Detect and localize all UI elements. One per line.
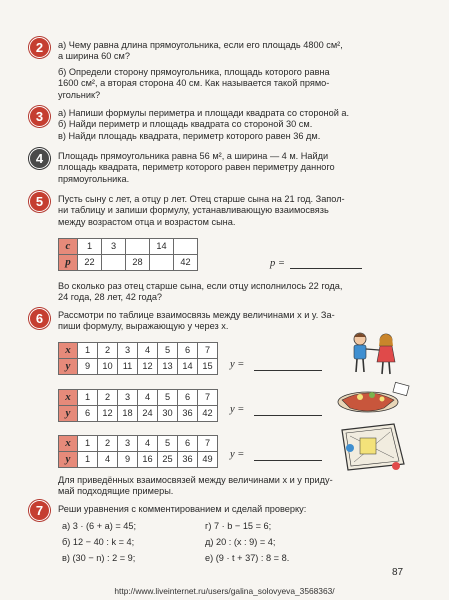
children-illustration (338, 330, 410, 378)
answer-line[interactable] (254, 460, 322, 461)
table-cell: 16 (138, 452, 158, 468)
table-cell (174, 239, 198, 255)
table-row (59, 343, 218, 359)
table-cell: 4 (138, 343, 158, 359)
table-cell: 12 (98, 406, 118, 422)
table-cell: 15 (198, 359, 218, 375)
table-cell: 1 (78, 239, 102, 255)
task-line: май подходящие примеры. (58, 486, 174, 497)
table-cell: 3 (118, 343, 138, 359)
task-line: б) Найди периметр и площадь квадрата со стороной 30 см. (58, 119, 313, 130)
table-row (59, 390, 218, 406)
table-cell: 25 (158, 452, 178, 468)
table-cell (150, 255, 174, 271)
table-cell: 42 (198, 406, 218, 422)
table-cell: 3 (118, 436, 138, 452)
task-number-badge (29, 37, 50, 58)
table-header-cell: y (59, 406, 78, 422)
task-line: в) Найди площадь квадрата, периметр которого равен 36 дм. (58, 130, 321, 141)
task-line: Рассмотри по таблице взаимосвязь между величинами x и y. За- (58, 310, 335, 320)
framed-picture-illustration (336, 420, 408, 474)
equation: а) 3 · (6 + a) = 45; (62, 521, 137, 531)
task4-text (58, 151, 420, 185)
task-line: площадь квадрата, периметр которого равен периметру данного (58, 162, 335, 173)
table-cell: 14 (150, 239, 174, 255)
table-cell: 18 (118, 406, 138, 422)
table-cell: 3 (102, 239, 126, 255)
task-line: а) Чему равна длина прямоугольника, если его площадь 4800 см², (58, 40, 343, 50)
table-cell: 1 (78, 343, 98, 359)
equation: е) (9 · t + 37) : 8 = 8. (205, 553, 290, 563)
table-cell: 28 (126, 255, 150, 271)
table-row (59, 406, 218, 422)
table-cell: 30 (158, 406, 178, 422)
table-cell: 14 (178, 359, 198, 375)
table-cell: 24 (138, 406, 158, 422)
task-number-badge (29, 106, 50, 127)
table-cell: 6 (178, 390, 198, 406)
answer-line[interactable] (254, 415, 322, 416)
equation: б) 12 − 40 : k = 4; (62, 537, 135, 547)
table-cell: 2 (98, 436, 118, 452)
formula-label: y = (230, 359, 245, 370)
table-header-cell: c (59, 239, 78, 255)
table-header-cell: x (59, 390, 78, 406)
table-cell: 36 (178, 452, 198, 468)
table-cell: 7 (198, 343, 218, 359)
table-row (59, 452, 218, 468)
page-number: 87 (392, 567, 404, 578)
equation: г) 7 · b − 15 = 6; (205, 521, 272, 531)
table-cell: 5 (158, 390, 178, 406)
table-cell: 11 (118, 359, 138, 375)
table-cell: 2 (98, 343, 118, 359)
table-cell: 1 (78, 436, 98, 452)
table-cell: 36 (178, 406, 198, 422)
formula-label: p = (270, 258, 285, 269)
xy-table-3 (58, 435, 218, 468)
task-number: 3 (35, 108, 44, 124)
table-cell: 2 (98, 390, 118, 406)
task5-text (58, 194, 420, 228)
task-line: между возрастом отца и возрастом сына. (58, 216, 236, 227)
task-number: 2 (35, 39, 44, 55)
answer-line[interactable] (254, 370, 322, 371)
task-line: Во сколько раз отец старше сына, если отцу исполнилось 22 года, (58, 281, 343, 291)
table-cell: 7 (198, 436, 218, 452)
task-line: угольник? (58, 89, 101, 100)
table-cell: 42 (174, 255, 198, 271)
table-cell: 4 (98, 452, 118, 468)
task-line: 24 года, 28 лет, 42 года? (58, 292, 163, 303)
table-header-cell: x (59, 343, 78, 359)
table-row (59, 436, 218, 452)
task-number-badge (29, 148, 50, 169)
formula-label: y = (230, 449, 245, 460)
task-line: Площадь прямоугольника равна 56 м², а ширина — 4 м. Найди (58, 151, 329, 161)
task-line: прямоугольника. (58, 173, 130, 184)
table-header-cell: y (59, 452, 78, 468)
task-number: 7 (35, 502, 44, 518)
table-cell: 3 (118, 390, 138, 406)
equation: д) 20 : (x : 9) = 4; (205, 537, 276, 547)
task-number: 6 (35, 310, 44, 326)
task-number-badge (29, 191, 50, 212)
xy-table-1 (58, 342, 218, 375)
table-cell: 13 (158, 359, 178, 375)
table-cell: 5 (158, 343, 178, 359)
table-cell: 4 (138, 390, 158, 406)
task-line: ни таблицу и запиши формулу, устанавливающую взаимосвязь (58, 205, 329, 216)
table-cell: 7 (198, 390, 218, 406)
table-header-cell: y (59, 359, 78, 375)
task-number-badge (29, 500, 50, 521)
table-cell: 6 (178, 343, 198, 359)
table-cell: 6 (178, 436, 198, 452)
table-cell: 12 (138, 359, 158, 375)
task3-text (58, 108, 420, 142)
task6-note (58, 475, 420, 498)
task-number: 5 (35, 193, 44, 209)
table-header-cell: p (59, 255, 78, 271)
task-line: Пусть сыну c лет, а отцу p лет. Отец старше сына на 21 год. Запол- (58, 194, 345, 204)
table-cell (126, 239, 150, 255)
equation: в) (30 − n) : 2 = 9; (62, 553, 136, 563)
task-line: 1600 см², а вторая сторона 40 см. Как называется такой прямо- (58, 78, 330, 89)
table-cell: 49 (198, 452, 218, 468)
task5-question (58, 281, 420, 304)
formula-label: y = (230, 404, 245, 415)
task-line: Реши уравнения с комментированием и сделай проверку: (58, 504, 307, 514)
table-cell: 9 (118, 452, 138, 468)
age-table (58, 238, 198, 271)
task2-text (58, 40, 420, 101)
table-cell: 4 (138, 436, 158, 452)
table-cell: 22 (78, 255, 102, 271)
task-line: пиши формулу, выражающую y через x. (58, 321, 229, 332)
task-line: а ширина 60 см? (58, 51, 130, 62)
task-line: б) Определи сторону прямоугольника, площадь которого равна (58, 66, 330, 77)
table-cell: 6 (78, 406, 98, 422)
task-line: а) Напиши формулы периметра и площади квадрата со стороной a. (58, 108, 350, 118)
task-number: 4 (35, 150, 44, 166)
table-row (59, 359, 218, 375)
table-cell: 1 (78, 452, 98, 468)
table-row (59, 239, 198, 255)
answer-line[interactable] (290, 268, 362, 269)
task-number-badge (29, 308, 50, 329)
table-header-cell: x (59, 436, 78, 452)
table-cell: 10 (98, 359, 118, 375)
table-cell: 1 (78, 390, 98, 406)
table-row (59, 255, 198, 271)
cake-illustration (332, 378, 412, 418)
task7-intro (58, 504, 420, 515)
table-cell: 5 (158, 436, 178, 452)
table-cell (102, 255, 126, 271)
task-line: Для приведённых взаимосвязей между величинами x и y приду- (58, 475, 333, 485)
source-footer: http://www.liveinternet.ru/users/galina_solovyeva_3568363/ (114, 586, 335, 596)
xy-table-2 (58, 389, 218, 422)
table-cell: 9 (78, 359, 98, 375)
